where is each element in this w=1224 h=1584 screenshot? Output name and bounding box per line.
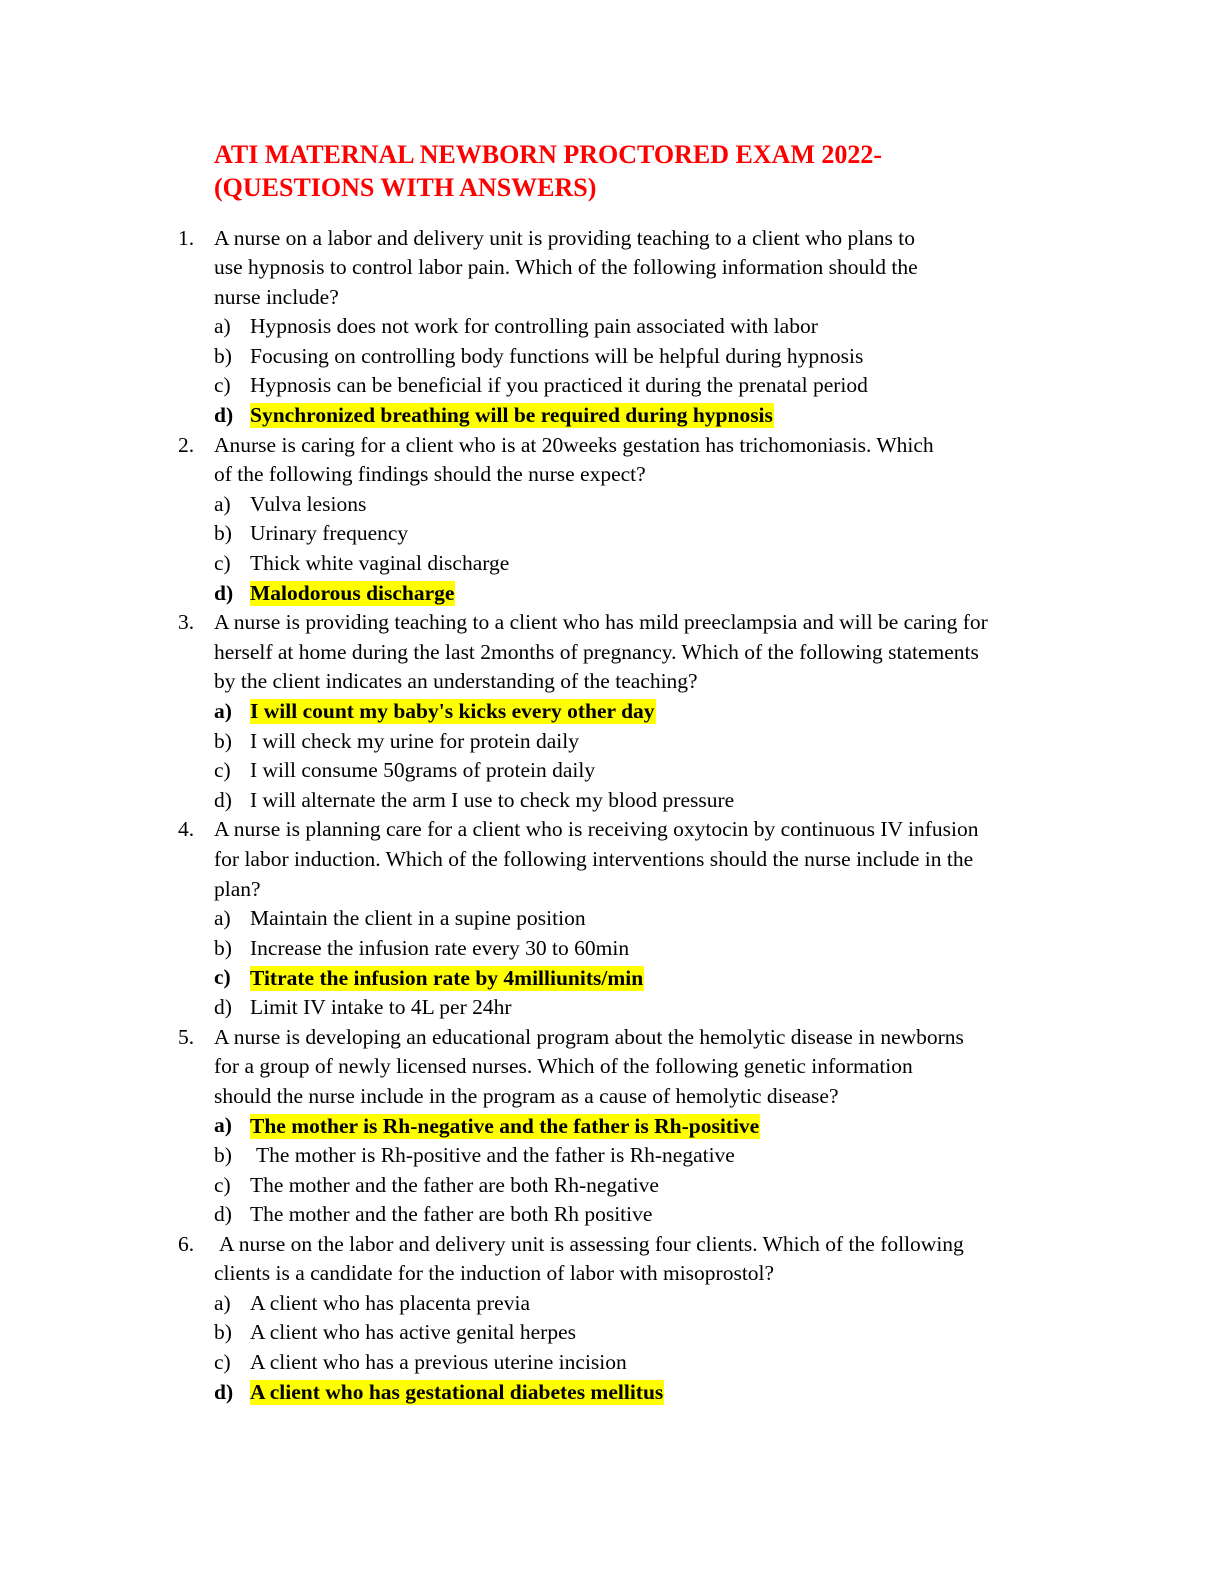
question-number: 1. (178, 225, 195, 250)
option-text: Thick white vaginal discharge (250, 551, 510, 576)
question-text: A nurse is developing an educational program about the hemolytic disease in newborns (214, 1024, 964, 1049)
answer-option (0, 1141, 1224, 1171)
answer-option (0, 490, 1224, 520)
option-letter: c) (214, 1350, 231, 1375)
option-letter: d) (214, 1202, 232, 1227)
highlighted-answer-text: Titrate the infusion rate by 4milliunits/min (250, 965, 644, 990)
answer-option (0, 1171, 1224, 1201)
option-letter: c) (214, 965, 231, 990)
option-text: A client who has placenta previa (250, 1290, 530, 1315)
option-letter: d) (214, 994, 232, 1019)
question-line (0, 1230, 1224, 1260)
option-letter: a) (214, 699, 232, 723)
question-line (0, 845, 1224, 875)
option-letter: c) (214, 758, 231, 783)
answer-option (0, 371, 1224, 401)
question-item (0, 224, 1224, 431)
question-line (0, 667, 1224, 697)
option-letter: b) (214, 1142, 232, 1167)
question-line (0, 224, 1224, 254)
question-line (0, 283, 1224, 313)
question-line (0, 608, 1224, 638)
highlighted-answer-text: A client who has gestational diabetes mellitus (250, 1379, 664, 1404)
option-letter: d) (214, 1379, 234, 1404)
question-item (0, 815, 1224, 1022)
correct-answer-option (0, 401, 1224, 431)
correct-answer-option (0, 1378, 1224, 1408)
question-line (0, 815, 1224, 845)
question-text: A nurse on the labor and delivery unit is assessing four clients. Which of the following (219, 1231, 964, 1256)
question-line (0, 875, 1224, 905)
question-item (0, 1023, 1224, 1230)
option-text: Focusing on controlling body functions will be helpful during hypnosis (250, 343, 864, 368)
answer-option (0, 549, 1224, 579)
title-line: (QUESTIONS WITH ANSWERS) (214, 173, 597, 202)
option-text: I will consume 50grams of protein daily (250, 758, 596, 783)
question-number: 6. (178, 1231, 195, 1256)
question-text: use hypnosis to control labor pain. Which of the following information should the (214, 255, 918, 280)
option-letter: a) (214, 1290, 231, 1315)
question-text: nurse include? (214, 284, 339, 309)
question-text: plan? (214, 876, 261, 901)
title-line: ATI MATERNAL NEWBORN PROCTORED EXAM 2022- (214, 140, 883, 169)
correct-answer-option (0, 963, 1224, 993)
option-letter: a) (214, 314, 231, 339)
option-letter: d) (214, 787, 232, 812)
option-letter: a) (214, 1113, 232, 1138)
question-text: for labor induction. Which of the following interventions should the nurse include in the (214, 846, 974, 871)
option-letter: b) (214, 521, 232, 546)
option-letter: b) (214, 343, 232, 368)
question-number: 4. (178, 817, 195, 842)
option-text: I will check my urine for protein daily (250, 728, 579, 753)
option-text: Increase the infusion rate every 30 to 60min (250, 935, 630, 960)
option-text: A client who has active genital herpes (250, 1320, 576, 1345)
answer-option (0, 1348, 1224, 1378)
correct-answer-option (0, 1111, 1224, 1141)
option-letter: d) (214, 403, 234, 428)
option-letter: b) (214, 728, 232, 753)
question-text: by the client indicates an understanding of the teaching? (214, 669, 698, 694)
option-text: Limit IV intake to 4L per 24hr (250, 994, 512, 1019)
option-text: The mother and the father are both Rh-negative (250, 1172, 659, 1197)
option-text: The mother and the father are both Rh positive (250, 1202, 653, 1227)
question-text: should the nurse include in the program as a cause of hemolytic disease? (214, 1083, 839, 1108)
question-line (0, 1259, 1224, 1289)
option-letter: c) (214, 373, 231, 398)
question-item (0, 1230, 1224, 1408)
option-text: Hypnosis does not work for controlling pain associated with labor (250, 314, 818, 339)
document-title (214, 138, 1114, 204)
highlighted-answer-text: The mother is Rh-negative and the father is Rh-positive (250, 1113, 760, 1138)
option-letter: b) (214, 1320, 232, 1345)
highlighted-answer-text: I will count my baby's kicks every other day (250, 699, 655, 724)
correct-answer-option (0, 697, 1224, 727)
answer-option (0, 727, 1224, 757)
question-line (0, 1082, 1224, 1112)
question-text: for a group of newly licensed nurses. Which of the following genetic information (214, 1054, 913, 1079)
answer-option (0, 312, 1224, 342)
option-letter: a) (214, 906, 231, 931)
question-item (0, 608, 1224, 815)
question-text: of the following findings should the nurse expect? (214, 462, 646, 487)
option-letter: c) (214, 1172, 231, 1197)
answer-option (0, 934, 1224, 964)
question-text: A nurse is providing teaching to a client who has mild preeclampsia and will be caring for (214, 610, 988, 635)
question-number: 5. (178, 1024, 195, 1049)
question-line (0, 253, 1224, 283)
highlighted-answer-text: Synchronized breathing will be required during hypnosis (250, 403, 773, 428)
question-line (0, 1023, 1224, 1053)
question-number: 2. (178, 432, 195, 457)
option-text: Hypnosis can be beneficial if you practiced it during the prenatal period (250, 373, 868, 398)
answer-option (0, 1289, 1224, 1319)
answer-option (0, 993, 1224, 1023)
question-line (0, 638, 1224, 668)
option-text: A client who has a previous uterine incision (250, 1350, 627, 1375)
option-text: Vulva lesions (250, 491, 367, 516)
highlighted-answer-text: Malodorous discharge (250, 580, 455, 605)
option-text: I will alternate the arm I use to check my blood pressure (250, 787, 735, 812)
question-list (0, 224, 1224, 1408)
option-letter: b) (214, 935, 232, 960)
question-item (0, 431, 1224, 609)
option-letter: c) (214, 551, 231, 576)
question-line (0, 431, 1224, 461)
option-text: Urinary frequency (250, 521, 409, 546)
question-number: 3. (178, 610, 195, 635)
answer-option (0, 1200, 1224, 1230)
answer-option (0, 756, 1224, 786)
answer-option (0, 904, 1224, 934)
question-text: A nurse on a labor and delivery unit is providing teaching to a client who plans to (214, 225, 915, 250)
question-text: clients is a candidate for the induction of labor with misoprostol? (214, 1261, 775, 1286)
question-text: Anurse is caring for a client who is at 20weeks gestation has trichomoniasis. Which (214, 432, 934, 457)
option-letter: a) (214, 491, 231, 516)
answer-option (0, 519, 1224, 549)
question-text: A nurse is planning care for a client who is receiving oxytocin by continuous IV infusion (214, 817, 979, 842)
option-letter: d) (214, 580, 234, 605)
correct-answer-option (0, 579, 1224, 609)
answer-option (0, 1318, 1224, 1348)
question-line (0, 460, 1224, 490)
option-text: The mother is Rh-positive and the father is Rh-negative (256, 1142, 735, 1167)
answer-option (0, 786, 1224, 816)
option-text: Maintain the client in a supine position (250, 906, 586, 931)
answer-option (0, 342, 1224, 372)
question-line (0, 1052, 1224, 1082)
question-text: herself at home during the last 2months of pregnancy. Which of the following statements (214, 639, 979, 664)
